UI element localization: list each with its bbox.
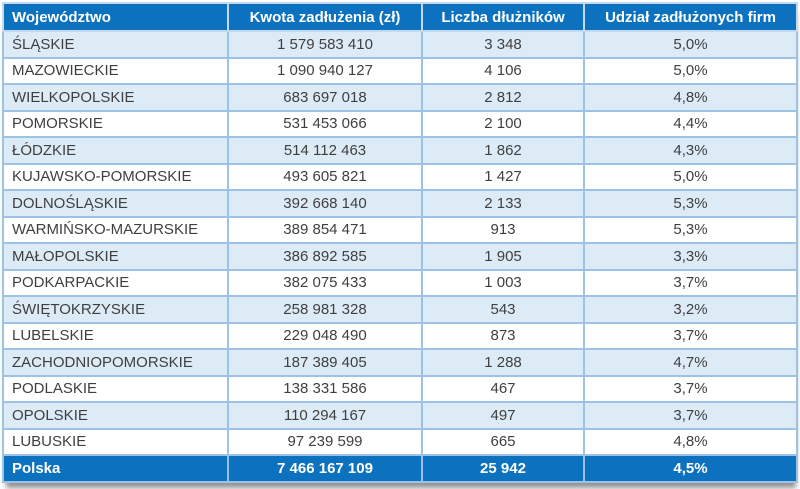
table-footer bbox=[3, 455, 797, 482]
cell-wojewodztwo: ŁÓDZKIE bbox=[3, 137, 228, 164]
cell-value: 110 294 167 bbox=[228, 402, 422, 429]
cell-wojewodztwo: KUJAWSKO-POMORSKIE bbox=[3, 164, 228, 191]
cell-value: 2 812 bbox=[422, 84, 584, 111]
cell-wojewodztwo: WIELKOPOLSKIE bbox=[3, 84, 228, 111]
cell-wojewodztwo: OPOLSKIE bbox=[3, 402, 228, 429]
table-row bbox=[3, 376, 797, 403]
cell-wojewodztwo: MAŁOPOLSKIE bbox=[3, 243, 228, 270]
cell-wojewodztwo: ZACHODNIOPOMORSKIE bbox=[3, 349, 228, 376]
cell-wojewodztwo: POMORSKIE bbox=[3, 111, 228, 138]
header-row bbox=[3, 3, 797, 31]
debt-table bbox=[2, 2, 798, 483]
total-udzial: 4,5% bbox=[584, 455, 797, 482]
total-row bbox=[3, 455, 797, 482]
cell-value: 386 892 585 bbox=[228, 243, 422, 270]
cell-wojewodztwo: PODLASKIE bbox=[3, 376, 228, 403]
cell-value: 3,7% bbox=[584, 270, 797, 297]
cell-value: 5,3% bbox=[584, 217, 797, 244]
cell-value: 1 003 bbox=[422, 270, 584, 297]
cell-wojewodztwo: PODKARPACKIE bbox=[3, 270, 228, 297]
cell-value: 2 100 bbox=[422, 111, 584, 138]
cell-wojewodztwo: LUBUSKIE bbox=[3, 429, 228, 456]
cell-value: 4,8% bbox=[584, 84, 797, 111]
column-header-liczba: Liczba dłużników bbox=[422, 3, 584, 31]
cell-value: 3 348 bbox=[422, 31, 584, 58]
cell-value: 913 bbox=[422, 217, 584, 244]
cell-value: 5,0% bbox=[584, 31, 797, 58]
cell-value: 1 427 bbox=[422, 164, 584, 191]
cell-value: 382 075 433 bbox=[228, 270, 422, 297]
table-row bbox=[3, 164, 797, 191]
cell-value: 514 112 463 bbox=[228, 137, 422, 164]
cell-value: 3,7% bbox=[584, 376, 797, 403]
cell-value: 3,2% bbox=[584, 296, 797, 323]
cell-value: 5,0% bbox=[584, 58, 797, 85]
cell-value: 665 bbox=[422, 429, 584, 456]
cell-value: 543 bbox=[422, 296, 584, 323]
table-body bbox=[3, 31, 797, 455]
cell-value: 3,7% bbox=[584, 402, 797, 429]
total-kwota: 7 466 167 109 bbox=[228, 455, 422, 482]
cell-value: 497 bbox=[422, 402, 584, 429]
cell-value: 467 bbox=[422, 376, 584, 403]
table-row bbox=[3, 349, 797, 376]
debt-table-container bbox=[2, 2, 796, 483]
cell-value: 4,4% bbox=[584, 111, 797, 138]
cell-wojewodztwo: MAZOWIECKIE bbox=[3, 58, 228, 85]
cell-value: 4 106 bbox=[422, 58, 584, 85]
table-row bbox=[3, 137, 797, 164]
table-row bbox=[3, 84, 797, 111]
cell-value: 5,0% bbox=[584, 164, 797, 191]
cell-value: 493 605 821 bbox=[228, 164, 422, 191]
cell-value: 1 579 583 410 bbox=[228, 31, 422, 58]
table-row bbox=[3, 270, 797, 297]
cell-value: 683 697 018 bbox=[228, 84, 422, 111]
cell-value: 258 981 328 bbox=[228, 296, 422, 323]
cell-value: 4,3% bbox=[584, 137, 797, 164]
cell-value: 873 bbox=[422, 323, 584, 350]
cell-value: 3,3% bbox=[584, 243, 797, 270]
cell-value: 5,3% bbox=[584, 190, 797, 217]
table-row bbox=[3, 190, 797, 217]
cell-wojewodztwo: LUBELSKIE bbox=[3, 323, 228, 350]
cell-value: 1 862 bbox=[422, 137, 584, 164]
cell-value: 138 331 586 bbox=[228, 376, 422, 403]
table-row bbox=[3, 111, 797, 138]
column-header-kwota: Kwota zadłużenia (zł) bbox=[228, 3, 422, 31]
cell-wojewodztwo: DOLNOŚLĄSKIE bbox=[3, 190, 228, 217]
cell-value: 389 854 471 bbox=[228, 217, 422, 244]
table-row bbox=[3, 429, 797, 456]
table-row bbox=[3, 217, 797, 244]
cell-value: 392 668 140 bbox=[228, 190, 422, 217]
cell-value: 531 453 066 bbox=[228, 111, 422, 138]
cell-value: 1 090 940 127 bbox=[228, 58, 422, 85]
column-header-udzial: Udział zadłużonych firm bbox=[584, 3, 797, 31]
table-row bbox=[3, 58, 797, 85]
cell-wojewodztwo: WARMIŃSKO-MAZURSKIE bbox=[3, 217, 228, 244]
cell-value: 2 133 bbox=[422, 190, 584, 217]
table-row bbox=[3, 323, 797, 350]
total-label: Polska bbox=[3, 455, 228, 482]
table-header bbox=[3, 3, 797, 31]
table-row bbox=[3, 31, 797, 58]
column-header-wojewodztwo: Województwo bbox=[3, 3, 228, 31]
cell-value: 4,8% bbox=[584, 429, 797, 456]
cell-value: 4,7% bbox=[584, 349, 797, 376]
table-row bbox=[3, 296, 797, 323]
cell-value: 1 905 bbox=[422, 243, 584, 270]
cell-value: 187 389 405 bbox=[228, 349, 422, 376]
cell-value: 229 048 490 bbox=[228, 323, 422, 350]
total-liczba: 25 942 bbox=[422, 455, 584, 482]
cell-wojewodztwo: ŚLĄSKIE bbox=[3, 31, 228, 58]
cell-value: 3,7% bbox=[584, 323, 797, 350]
cell-wojewodztwo: ŚWIĘTOKRZYSKIE bbox=[3, 296, 228, 323]
table-row bbox=[3, 402, 797, 429]
cell-value: 1 288 bbox=[422, 349, 584, 376]
table-row bbox=[3, 243, 797, 270]
cell-value: 97 239 599 bbox=[228, 429, 422, 456]
